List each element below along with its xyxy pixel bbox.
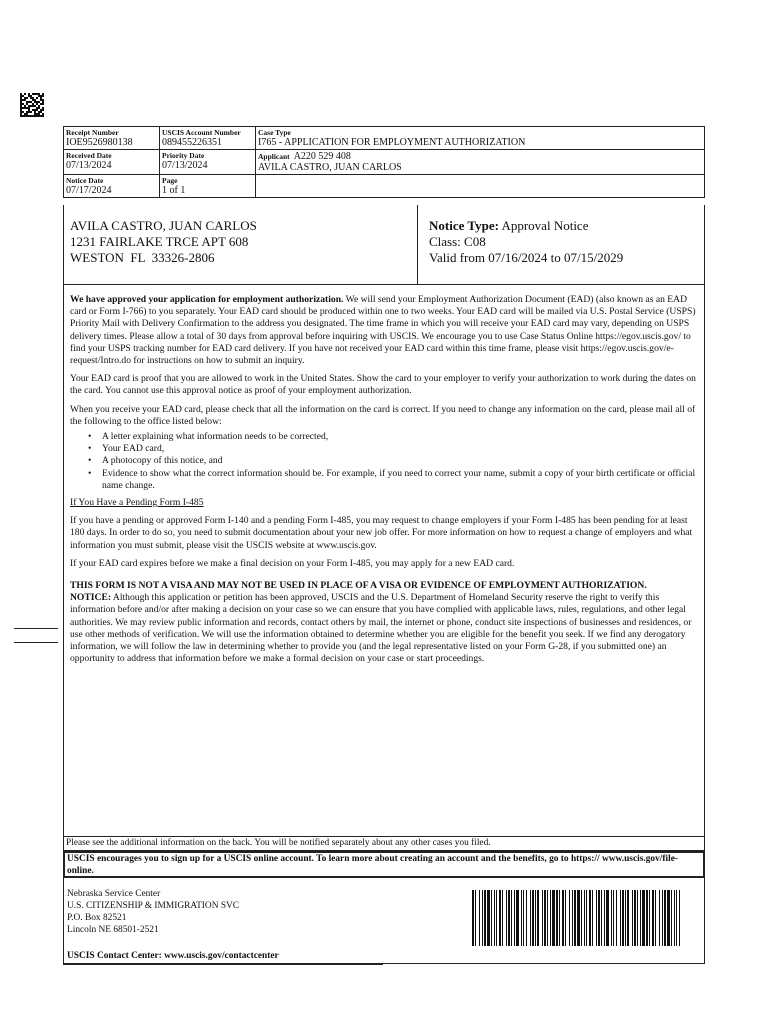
account-number: 089455226351 xyxy=(162,137,222,148)
priority-date-label: Priority Date xyxy=(162,151,205,160)
online-account-notice: USCIS encourages you to sign up for a USCIS online account. To learn more about creating an account and the benefits, go to https:// www.uscis.gov/file-online. xyxy=(63,851,705,878)
address-line-2: 1231 FAIRLAKE TRCE APT 608 xyxy=(70,234,249,249)
case-type-label: Case Type xyxy=(258,128,291,137)
recipient-address xyxy=(64,205,418,284)
additional-info-line: Please see the additional information on the back. You will be notified separately about any other cases you filed. xyxy=(63,837,705,851)
ead-expire-paragraph: If your EAD card expires before we make a final decision on your Form I-485, you may apply for a new EAD card. xyxy=(70,557,515,569)
notice-type-line xyxy=(429,218,704,234)
class-line: Class: C08 xyxy=(429,234,486,249)
address-line-3: WESTON FL 33326-2806 xyxy=(70,250,215,265)
page-cell xyxy=(160,175,256,197)
list-item: • Evidence to show what the correct information should be. For example, if you need to correct your name, submit a copy of your birth certificate or official name change. xyxy=(102,468,700,492)
page-label: Page xyxy=(162,176,178,185)
notice-type-info xyxy=(418,205,704,284)
address-notice-block xyxy=(63,205,705,285)
header-row xyxy=(64,150,704,175)
correction-list xyxy=(70,431,700,492)
barcode-icon xyxy=(472,890,680,946)
visa-warning: THIS FORM IS NOT A VISA AND MAY NOT BE USED IN PLACE OF A VISA OR EVIDENCE OF EMPLOYMENT AUTHORIZATION. xyxy=(70,580,647,592)
priority-date-cell xyxy=(160,150,256,174)
center-line: P.O. Box 82521 xyxy=(67,913,127,923)
applicant-number: A220 529 408 xyxy=(293,151,351,162)
notice-date-label: Notice Date xyxy=(66,176,104,185)
approval-paragraph xyxy=(70,294,700,367)
list-item: • Your EAD card, xyxy=(102,443,700,455)
receipt-number: IOE9526980138 xyxy=(66,137,133,148)
notice-date-cell xyxy=(64,175,160,197)
header-row xyxy=(64,127,704,150)
account-number-cell xyxy=(160,127,256,149)
notice-body xyxy=(63,285,705,837)
receipt-number-label: Receipt Number xyxy=(66,128,119,137)
account-number-label: USCIS Account Number xyxy=(162,128,241,137)
qr-code-icon xyxy=(20,93,44,117)
contact-center: USCIS Contact Center: www.uscis.gov/contactcenter xyxy=(67,951,279,961)
notice-paragraph xyxy=(70,580,700,665)
applicant-label: Applicant xyxy=(258,152,290,161)
center-line: U.S. CITIZENSHIP & IMMIGRATION SVC xyxy=(67,901,240,911)
page-number: 1 of 1 xyxy=(162,185,186,196)
received-date-cell xyxy=(64,150,160,174)
center-line: Lincoln NE 68501-2521 xyxy=(67,925,159,935)
list-item: • A letter explaining what information needs to be corrected, xyxy=(102,431,700,443)
applicant-name: AVILA CASTRO, JUAN CARLOS xyxy=(258,162,402,173)
margin-mark xyxy=(14,628,58,629)
received-date: 07/13/2024 xyxy=(66,160,112,171)
notice-header-table xyxy=(63,126,705,198)
pending-i485-heading: If You Have a Pending Form I-485 xyxy=(70,497,204,509)
notice-label: NOTICE: xyxy=(70,592,112,604)
i485-paragraph: If you have a pending or approved Form I-140 and a pending Form I-485, you may request to change employers if your Form I-485 has been pending for at least 180 days. In order to do so, you need to submit documentation about your new job offer. For more information on how to request a change of employers and what information you must submit, please visit the USCIS website at www.uscis.gov. xyxy=(70,515,693,551)
approval-details: We will send your Employment Authorization Document (EAD) (also known as an EAD card or Form I-766) to you separately. Your EAD card should be produced within one to two weeks. Your EAD card will be mailed via U.S. Postal Service (USPS) Priority Mail with Delivery Confirmation to the address you designated. The time frame in which you will receive your EAD card may vary, depending on USPS delivery times. Please allow a total of 30 days from approval before inquiring with USCIS. We encourage you to use Case Status Online https://egov.uscis.gov/ to find your USPS tracking number for EAD card delivery. If you have not received your EAD card within this time frame, please visit https://egov.uscis.gov/e-request/Intro.do for instructions on how to submit an inquiry. xyxy=(70,294,696,367)
applicant-line xyxy=(258,151,702,162)
notice-type-label: Notice Type: xyxy=(429,218,499,233)
case-type-cell xyxy=(256,127,704,149)
received-date-label: Received Date xyxy=(66,151,112,160)
service-center-block xyxy=(63,878,705,964)
notice-text: Although this application or petition has been approved, USCIS and the U.S. Department of Homeland Security reserve the right to verify this information before and/or after making a decision on your case so we can ensure that you have complied with applicable laws, rules, regulations, and other legal authorities. We may review public information and records, contact others by mail, the internet or phone, conduct site inspections of businesses and residences, or use other methods of verification. We will use the information obtained to determine whether you are eligible for the benefit you seek. If we find any derogatory information, we will follow the law in determining whether to provide you (and the legal representative listed on your Form G-28, if you submitted one) an opportunity to address that information before we make a formal decision on your case or start proceedings. xyxy=(70,592,692,665)
list-item: • A photocopy of this notice, and xyxy=(102,455,700,467)
address-line-1: AVILA CASTRO, JUAN CARLOS xyxy=(70,218,257,233)
empty-cell xyxy=(256,175,704,197)
bottom-rule xyxy=(63,963,383,965)
valid-line: Valid from 07/16/2024 to 07/15/2029 xyxy=(429,250,624,265)
service-center-address xyxy=(67,888,239,936)
ead-proof-paragraph: Your EAD card is proof that you are allowed to work in the United States. Show the card to your employer to verify your authorization to work during the dates on the card. You cannot use this approval notice as proof of your employment authorization. xyxy=(70,373,696,397)
notice-date: 07/17/2024 xyxy=(66,185,112,196)
receipt-number-cell xyxy=(64,127,160,149)
center-line: Nebraska Service Center xyxy=(67,889,161,899)
case-type: I765 - APPLICATION FOR EMPLOYMENT AUTHORIZATION xyxy=(258,137,526,148)
header-row xyxy=(64,175,704,197)
ead-check-paragraph: When you receive your EAD card, please check that all the information on the card is correct. If you need to change any information on the card, please mail all of the following to the office listed below: xyxy=(70,403,696,427)
margin-mark xyxy=(14,642,58,643)
notice-type-value: Approval Notice xyxy=(501,218,589,233)
priority-date: 07/13/2024 xyxy=(162,160,208,171)
approval-statement: We have approved your application for employment authorization. xyxy=(70,294,344,305)
applicant-cell xyxy=(256,150,704,174)
